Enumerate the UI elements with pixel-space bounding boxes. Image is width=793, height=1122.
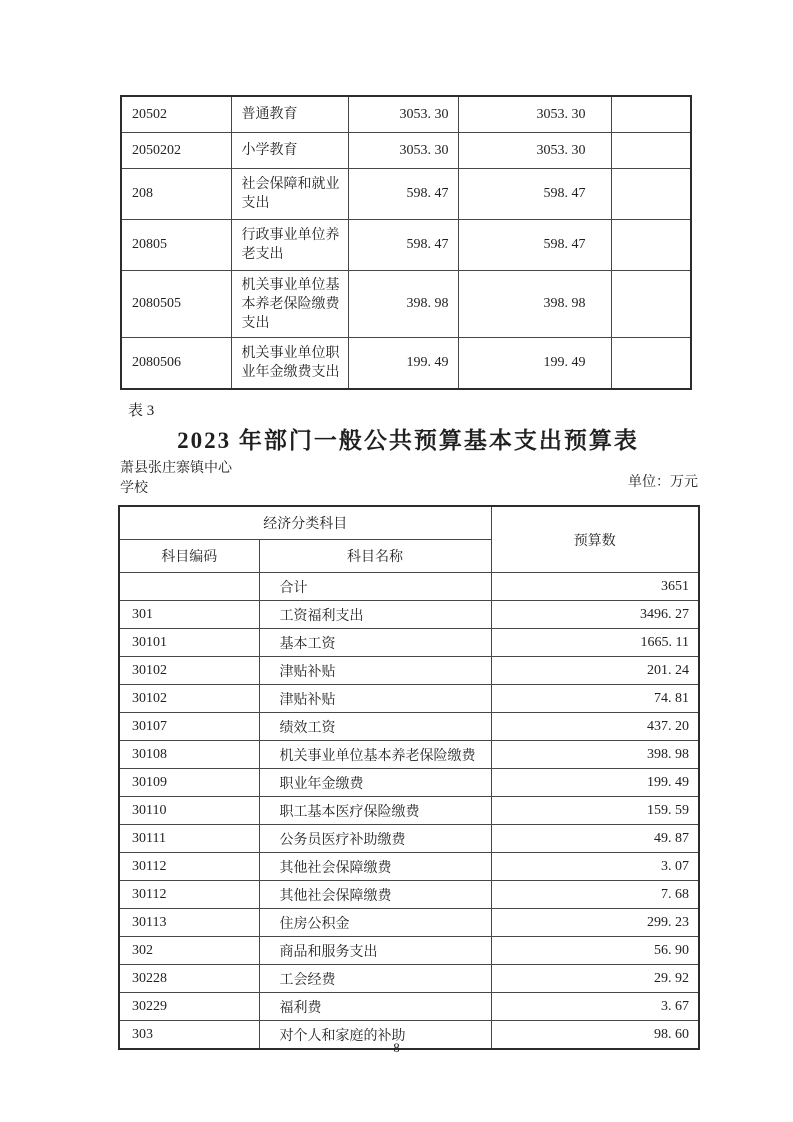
table-row — [119, 573, 699, 601]
cell-empty — [611, 133, 691, 169]
cell-empty — [611, 271, 691, 338]
cell-code: 20805 — [121, 220, 231, 271]
cell-value: 199. 49 — [458, 338, 611, 390]
cell-value: 598. 47 — [348, 169, 458, 220]
cell-code: 30113 — [119, 909, 259, 937]
cell-name: 机关事业单位职业年金缴费支出 — [231, 338, 348, 390]
cell-name: 机关事业单位基本养老保险缴费支出 — [231, 271, 348, 338]
cell-name: 普通教育 — [231, 96, 348, 133]
cell-empty — [611, 169, 691, 220]
cell-name: 绩效工资 — [259, 713, 491, 741]
cell-name: 福利费 — [259, 993, 491, 1021]
cell-code: 30112 — [119, 853, 259, 881]
page-title: 2023 年部门一般公共预算基本支出预算表 — [177, 428, 639, 453]
table-row — [121, 338, 691, 390]
cell-value: 3053. 30 — [458, 96, 611, 133]
cell-name: 职工基本医疗保险缴费 — [259, 797, 491, 825]
table-row — [121, 169, 691, 220]
budget-continuation-table — [120, 95, 692, 390]
table-row — [119, 937, 699, 965]
cell-value: 3053. 30 — [348, 133, 458, 169]
cell-code: 30110 — [119, 797, 259, 825]
table-row — [119, 629, 699, 657]
cell-name: 行政事业单位养老支出 — [231, 220, 348, 271]
cell-value: 299. 23 — [491, 909, 699, 937]
table-row — [119, 657, 699, 685]
cell-value: 3651 — [491, 573, 699, 601]
cell-code: 30228 — [119, 965, 259, 993]
cell-value: 3. 07 — [491, 853, 699, 881]
cell-value: 201. 24 — [491, 657, 699, 685]
cell-value: 598. 47 — [348, 220, 458, 271]
cell-empty — [611, 338, 691, 390]
cell-name: 住房公积金 — [259, 909, 491, 937]
cell-code: 301 — [119, 601, 259, 629]
table-row — [119, 853, 699, 881]
header-budget-amount: 预算数 — [491, 506, 699, 573]
cell-code — [119, 573, 259, 601]
cell-value: 29. 92 — [491, 965, 699, 993]
cell-name: 公务员医疗补助缴费 — [259, 825, 491, 853]
table-row — [119, 965, 699, 993]
cell-code: 30102 — [119, 657, 259, 685]
cell-name: 其他社会保障缴费 — [259, 881, 491, 909]
cell-name: 商品和服务支出 — [259, 937, 491, 965]
header-subject-name: 科目名称 — [259, 540, 491, 573]
cell-value: 159. 59 — [491, 797, 699, 825]
cell-value: 98. 60 — [491, 1021, 699, 1050]
cell-value: 3053. 30 — [348, 96, 458, 133]
cell-code: 30112 — [119, 881, 259, 909]
table-row — [119, 685, 699, 713]
cell-value: 437. 20 — [491, 713, 699, 741]
cell-value: 398. 98 — [491, 741, 699, 769]
cell-name: 小学教育 — [231, 133, 348, 169]
cell-code: 30107 — [119, 713, 259, 741]
cell-code: 2050202 — [121, 133, 231, 169]
cell-code: 30109 — [119, 769, 259, 797]
cell-empty — [611, 96, 691, 133]
cell-name: 工会经费 — [259, 965, 491, 993]
cell-code: 20502 — [121, 96, 231, 133]
table-row — [121, 133, 691, 169]
cell-name: 职业年金缴费 — [259, 769, 491, 797]
cell-code: 303 — [119, 1021, 259, 1050]
cell-value: 74. 81 — [491, 685, 699, 713]
cell-value: 598. 47 — [458, 169, 611, 220]
cell-code: 30108 — [119, 741, 259, 769]
cell-code: 30111 — [119, 825, 259, 853]
table-row — [119, 909, 699, 937]
table-row — [119, 993, 699, 1021]
table-row — [119, 881, 699, 909]
cell-code: 208 — [121, 169, 231, 220]
basic-expenditure-budget-table — [118, 505, 700, 1050]
cell-code: 2080505 — [121, 271, 231, 338]
cell-name: 津贴补贴 — [259, 685, 491, 713]
table-row — [119, 825, 699, 853]
header-subject-code: 科目编码 — [119, 540, 259, 573]
cell-name: 社会保障和就业支出 — [231, 169, 348, 220]
cell-value: 398. 98 — [458, 271, 611, 338]
cell-name: 津贴补贴 — [259, 657, 491, 685]
table-row — [119, 769, 699, 797]
cell-code: 2080506 — [121, 338, 231, 390]
cell-name: 其他社会保障缴费 — [259, 853, 491, 881]
cell-value: 49. 87 — [491, 825, 699, 853]
cell-value: 3053. 30 — [458, 133, 611, 169]
table-row — [119, 601, 699, 629]
cell-name: 对个人和家庭的补助 — [259, 1021, 491, 1050]
cell-name: 合计 — [259, 573, 491, 601]
cell-value: 3496. 27 — [491, 601, 699, 629]
cell-code: 30102 — [119, 685, 259, 713]
table-row — [121, 96, 691, 133]
table-row — [121, 271, 691, 338]
cell-value: 56. 90 — [491, 937, 699, 965]
cell-value: 199. 49 — [491, 769, 699, 797]
table-number-label: 表 3 — [128, 403, 155, 419]
cell-value: 199. 49 — [348, 338, 458, 390]
cell-value: 398. 98 — [348, 271, 458, 338]
cell-name: 工资福利支出 — [259, 601, 491, 629]
table-row — [119, 713, 699, 741]
cell-name: 机关事业单位基本养老保险缴费 — [259, 741, 491, 769]
table-row — [121, 220, 691, 271]
header-economic-category: 经济分类科目 — [119, 506, 491, 540]
cell-empty — [611, 220, 691, 271]
cell-code: 30229 — [119, 993, 259, 1021]
page-number: 8 — [393, 1040, 400, 1055]
cell-value: 598. 47 — [458, 220, 611, 271]
cell-value: 3. 67 — [491, 993, 699, 1021]
header-row — [119, 506, 699, 540]
cell-value: 7. 68 — [491, 881, 699, 909]
unit-label: 单位：万元 — [628, 475, 698, 490]
cell-code: 30101 — [119, 629, 259, 657]
cell-code: 302 — [119, 937, 259, 965]
organization-name-line2: 学校 — [120, 481, 148, 496]
organization-name-line1: 萧县张庄寨镇中心 — [120, 461, 232, 476]
cell-name: 基本工资 — [259, 629, 491, 657]
table-row — [119, 797, 699, 825]
cell-value: 1665. 11 — [491, 629, 699, 657]
table-row — [119, 741, 699, 769]
